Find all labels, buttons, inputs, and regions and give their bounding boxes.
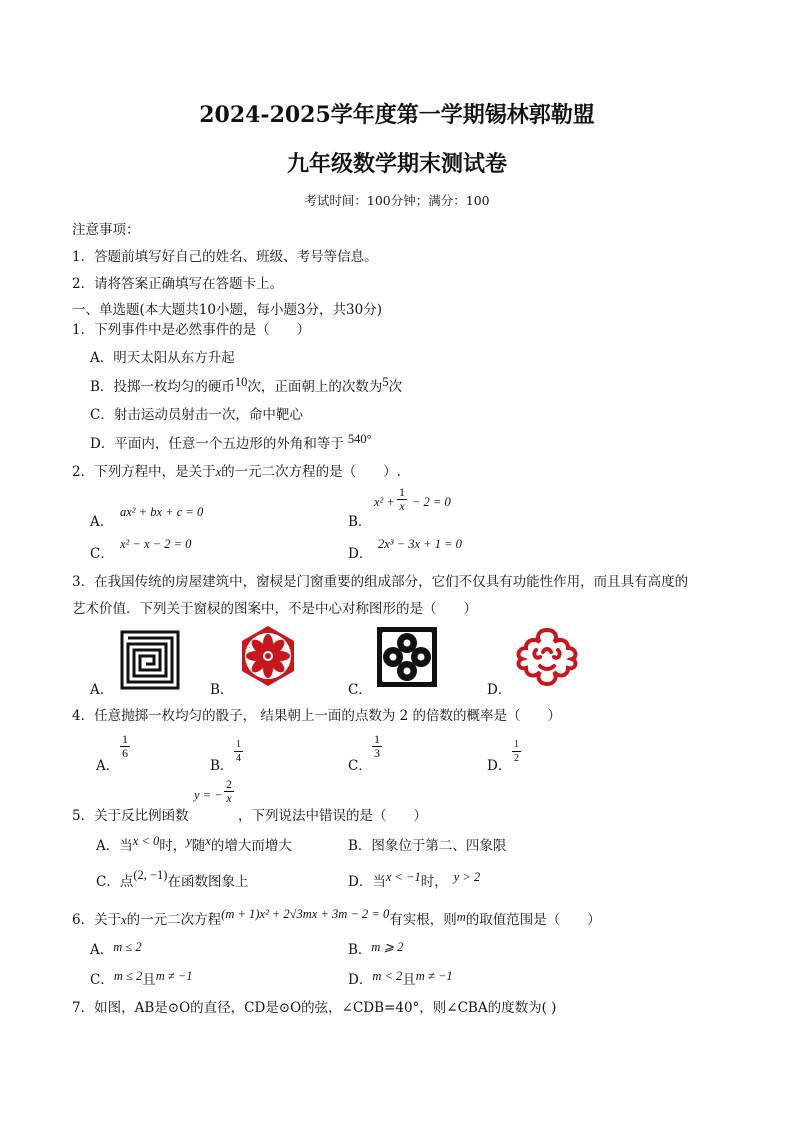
q1-stem: 1．下列事件中是必然事件的是（ ） [72, 322, 311, 338]
q4-stem: 4．任意抛掷一枚均匀的骰子， 结果朝上一面的点数为 2 的倍数的概率是（ ） [72, 708, 562, 724]
q2-option-c-equation: x² − x − 2 = 0 [120, 537, 192, 551]
q4-option-a-fraction: $\frac{1}{6}$ [122, 732, 128, 760]
q2-option-b-label: B． [348, 514, 372, 530]
q1-option-c: C．射击运动员射击一次，命中靶心 [90, 407, 303, 423]
q4-option-a-label: A． [96, 758, 120, 774]
q5-function-lhs: y = − [194, 788, 223, 802]
q5-option-a: A．当x < 0时，y随x的增大而增大 [96, 834, 292, 854]
q7-stem: 7．如图，AB是⊙O的直径，CD是⊙O的弦，∠CDB=40°，则∠CBA的度数为( ) [72, 1000, 557, 1016]
exam-info: 考试时间：100分钟；满分：100 [304, 193, 490, 208]
note-item-2: 2．请将答案正确填写在答题卡上。 [72, 276, 284, 292]
exam-title-line1: 2024-2025学年度第一学期锡林郭勒盟 [199, 102, 595, 128]
q3-stem-line1: 3．在我国传统的房屋建筑中，窗棂是门窗重要的组成部分，它们不仅具有功能性作用，而且具有高度的 [72, 574, 689, 590]
q5-option-b: B．图象位于第二、四象限 [348, 838, 507, 854]
q2-option-a-label: A． [90, 514, 114, 530]
q3-option-a-label: A． [90, 682, 114, 698]
q3-stem-line2: 艺术价值．下列关于窗棂的图案中，不是中心对称图形的是（ ） [72, 601, 477, 617]
q2-option-c-label: C． [90, 546, 114, 562]
q4-option-d-fraction: $\frac{1}{2}$ [514, 739, 519, 764]
exam-title-line2: 九年级数学期末测试卷 [286, 151, 507, 177]
q1-option-b: B．投掷一枚均匀的硬币10次，正面朝上的次数为5次 [90, 375, 403, 395]
q3-option-b-label: B． [210, 682, 234, 698]
q2-option-d-label: D． [348, 546, 373, 562]
q1-option-d: D．平面内，任意一个五边形的外角和等于 540° [90, 432, 372, 452]
maze-lattice-icon [120, 630, 180, 690]
q3-option-d-label: D． [487, 682, 512, 698]
hexagon-flower-icon [236, 624, 300, 688]
q6-option-a: A．m ≤ 2 [90, 940, 142, 958]
q3-option-c-label: C． [348, 682, 372, 698]
q6-option-d: D．m < 2且m ≠ −1 [348, 969, 453, 988]
quatrefoil-square-icon [376, 626, 438, 688]
q6-option-b: B．m ⩾ 2 [348, 940, 404, 958]
q5-option-d: D．当x < −1时， y > 2 [348, 870, 481, 890]
q5-stem-post: ，下列说法中错误的是（ ） [238, 808, 427, 824]
q1-option-a: A．明天太阳从东方升起 [90, 350, 235, 366]
q4-option-b-fraction: $\frac{1}{4}$ [236, 739, 241, 764]
cloud-knot-icon [514, 626, 580, 688]
q4-option-b-label: B． [210, 758, 234, 774]
q2-option-d-equation: 2x³ − 3x + 1 = 0 [378, 537, 462, 551]
notes-heading: 注意事项： [72, 222, 140, 238]
q2-option-a-equation: ax² + bx + c = 0 [120, 505, 204, 519]
q2-option-b-pre: x² + [374, 495, 395, 509]
q6-option-c: C．m ≤ 2且m ≠ −1 [90, 969, 193, 988]
q2-stem: 2．下列方程中，是关于x的一元二次方程的是（ ）. [72, 464, 401, 480]
q4-option-c-fraction: $\frac{1}{3}$ [374, 732, 380, 760]
q5-function-fraction: $\frac{2}{x}$ [226, 777, 232, 805]
q5-stem-pre: 5．关于反比例函数 [72, 808, 189, 824]
note-item-1: 1．答题前填写好自己的姓名、班级、考号等信息。 [72, 249, 378, 265]
section-heading: 一、单选题(本大题共10小题，每小题3分，共30分) [72, 302, 382, 318]
q4-option-d-label: D． [487, 758, 512, 774]
q2-option-b-fraction: $\frac{1}{x}$ [399, 485, 405, 513]
q2-option-b-post: − 2 = 0 [412, 495, 451, 509]
q5-option-c: C．点(2, −1)在函数图象上 [96, 868, 249, 890]
q6-stem: 6．关于x的一元二次方程(m + 1)x² + 2√3mx + 3m − 2 = 0有实根，则m的取值范围是（ ） [72, 907, 601, 928]
q4-option-c-label: C． [348, 758, 372, 774]
